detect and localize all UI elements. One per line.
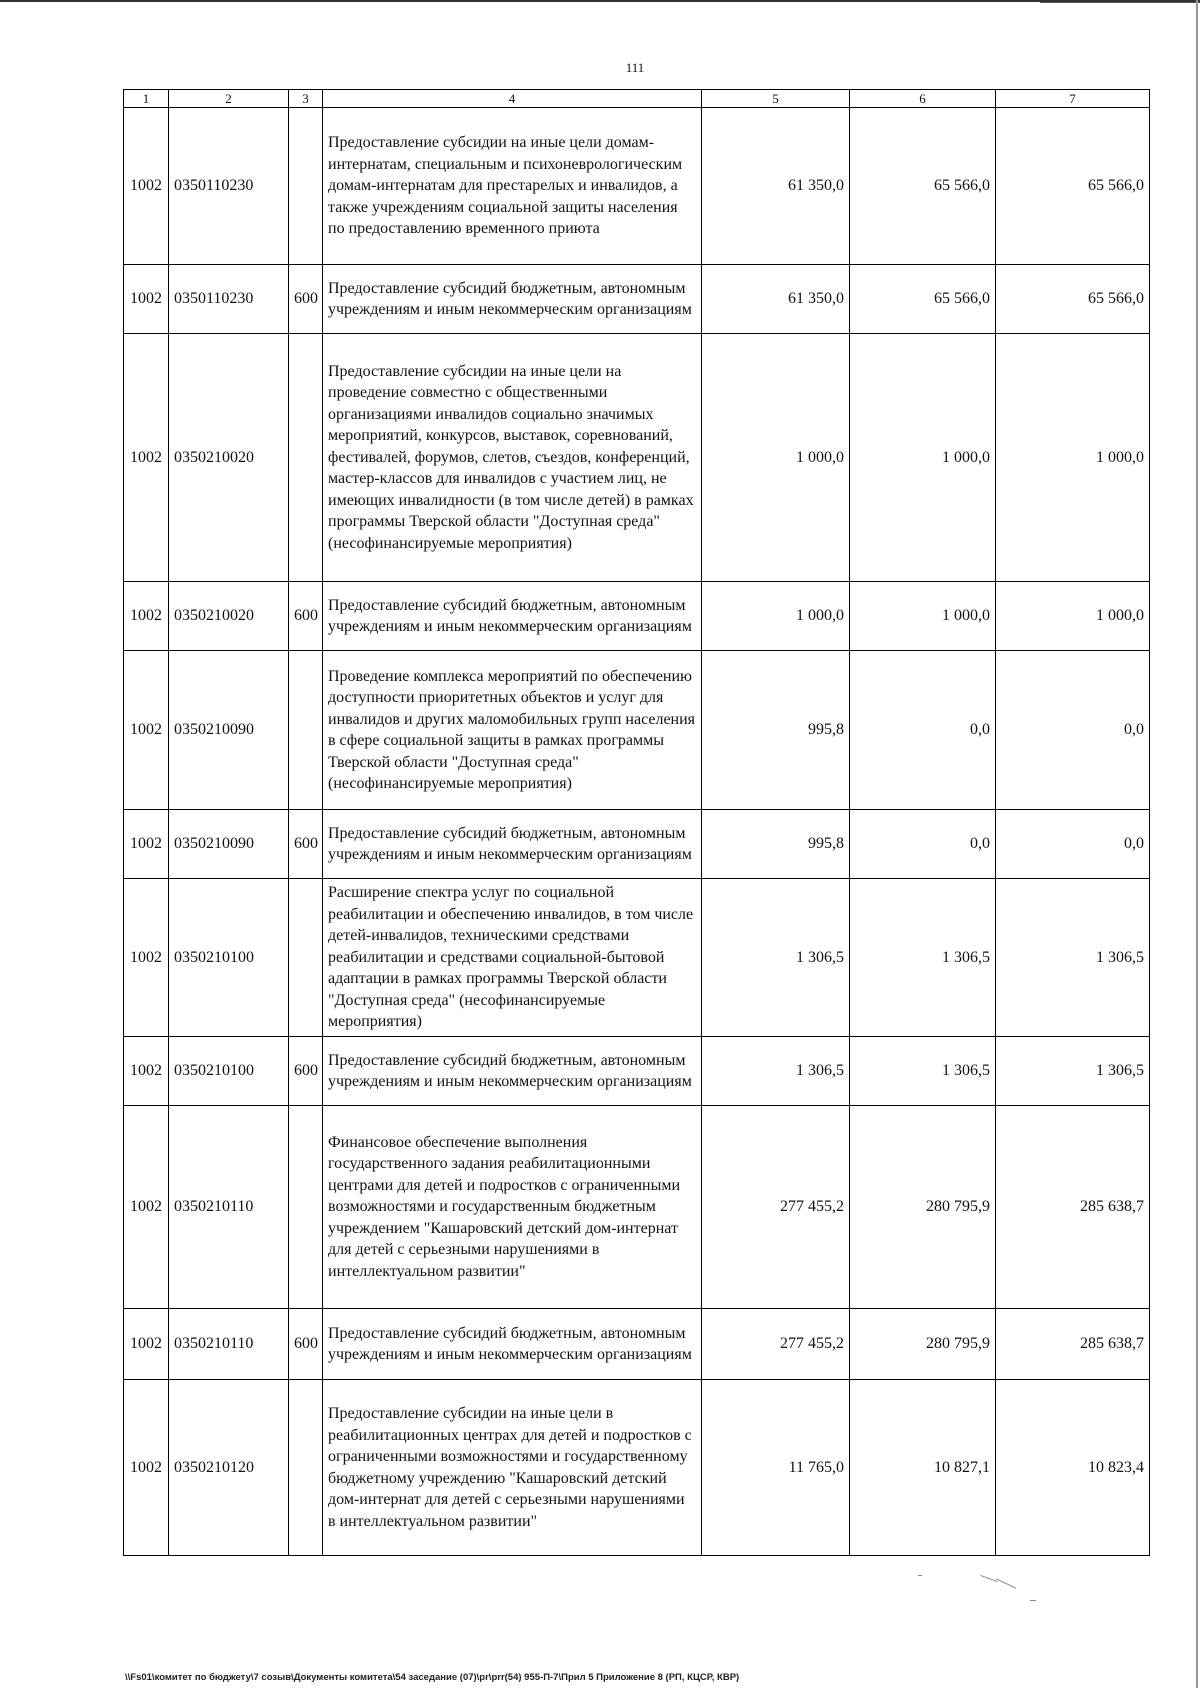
description: Предоставление субсидии на иные цели на проведение совместно с общественными организациями инвалидов социально значимых мероприятий, конкурсов, выставок, соревнований, фестивалей, форумов, слетов, съездов, конференций, мастер-классов для инвалидов с участием лиц, не имеющих инвалидности (в том числе детей) в рамках программы Тверской области "Доступная среда" (несофинансируемые мероприятия): [323, 334, 702, 582]
section-code: 1002: [124, 108, 169, 265]
amount-year-2: 1 000,0: [850, 582, 996, 651]
expense-kind: [289, 879, 323, 1037]
amount-year-1: 277 455,2: [702, 1309, 850, 1380]
table-row: [124, 1380, 1150, 1556]
target-code: 0350210110: [169, 1106, 289, 1309]
scan-edge-line: [1040, 2, 1200, 3]
budget-table: [123, 89, 1150, 1556]
target-code: 0350110230: [169, 265, 289, 334]
description: Проведение комплекса мероприятий по обеспечению доступности приоритетных объектов и услуг для инвалидов и других маломобильных групп населения в сфере социальной защиты в рамках программы Тверской области "Доступная среда" (несофинансируемые мероприятия): [323, 651, 702, 810]
amount-year-3: 1 000,0: [996, 334, 1150, 582]
amount-year-3: 0,0: [996, 651, 1150, 810]
amount-year-1: 1 000,0: [702, 334, 850, 582]
description: Предоставление субсидий бюджетным, автономным учреждениям и иным некоммерческим организациям: [323, 810, 702, 879]
description: Предоставление субсидии на иные цели в реабилитационных центрах для детей и подростков с ограниченными возможностями и государственному бюджетному учреждению "Кашаровский детский дом-интернат для детей с серьезными нарушениями в интеллектуальном развитии": [323, 1380, 702, 1556]
description: Финансовое обеспечение выполнения государственного задания реабилитационными центрами для детей и подростков с ограниченными возможностями и государственным бюджетным учреждением "Кашаровский детский дом-интернат для детей с серьезными нарушениями в интеллектуальном развитии": [323, 1106, 702, 1309]
target-code: 0350210120: [169, 1380, 289, 1556]
scan-mark: [1030, 1600, 1036, 1601]
amount-year-1: 277 455,2: [702, 1106, 850, 1309]
amount-year-1: 995,8: [702, 651, 850, 810]
amount-year-1: 1 000,0: [702, 582, 850, 651]
header-col-7: 7: [996, 90, 1150, 108]
section-code: 1002: [124, 1037, 169, 1106]
amount-year-3: 1 000,0: [996, 582, 1150, 651]
expense-kind: [289, 1106, 323, 1309]
section-code: 1002: [124, 334, 169, 582]
table-row: [124, 1037, 1150, 1106]
amount-year-3: 10 823,4: [996, 1380, 1150, 1556]
scan-mark: [996, 1578, 1016, 1588]
description: Расширение спектра услуг по социальной реабилитации и обеспечению инвалидов, в том числе детей-инвалидов, техническими средствами реабилитации и средствами социальной-бытовой адаптации в рамках программы Тверской области "Доступная среда" (несофинансируемые мероприятия): [323, 879, 702, 1037]
amount-year-2: 0,0: [850, 810, 996, 879]
target-code: 0350210090: [169, 810, 289, 879]
amount-year-2: 280 795,9: [850, 1309, 996, 1380]
amount-year-3: 285 638,7: [996, 1106, 1150, 1309]
expense-kind: [289, 334, 323, 582]
amount-year-1: 1 306,5: [702, 879, 850, 1037]
amount-year-2: 1 306,5: [850, 1037, 996, 1106]
table-row: [124, 265, 1150, 334]
amount-year-1: 995,8: [702, 810, 850, 879]
header-col-1: 1: [124, 90, 169, 108]
amount-year-2: 280 795,9: [850, 1106, 996, 1309]
description: Предоставление субсидий бюджетным, автономным учреждениям и иным некоммерческим организациям: [323, 1037, 702, 1106]
table-row: [124, 582, 1150, 651]
expense-kind: [289, 1380, 323, 1556]
section-code: 1002: [124, 582, 169, 651]
header-col-3: 3: [289, 90, 323, 108]
amount-year-1: 1 306,5: [702, 1037, 850, 1106]
amount-year-2: 10 827,1: [850, 1380, 996, 1556]
target-code: 0350210020: [169, 582, 289, 651]
amount-year-3: 0,0: [996, 810, 1150, 879]
amount-year-3: 65 566,0: [996, 265, 1150, 334]
expense-kind: 600: [289, 582, 323, 651]
amount-year-2: 0,0: [850, 651, 996, 810]
amount-year-3: 1 306,5: [996, 1037, 1150, 1106]
description: Предоставление субсидий бюджетным, автономным учреждениям и иным некоммерческим организациям: [323, 582, 702, 651]
table-row: [124, 1309, 1150, 1380]
header-row: [124, 90, 1150, 108]
target-code: 0350210100: [169, 1037, 289, 1106]
description: Предоставление субсидий бюджетным, автономным учреждениям и иным некоммерческим организациям: [323, 1309, 702, 1380]
target-code: 0350210020: [169, 334, 289, 582]
description: Предоставление субсидий бюджетным, автономным учреждениям и иным некоммерческим организациям: [323, 265, 702, 334]
header-col-2: 2: [169, 90, 289, 108]
table-row: [124, 810, 1150, 879]
header-col-6: 6: [850, 90, 996, 108]
amount-year-3: 285 638,7: [996, 1309, 1150, 1380]
table-row: [124, 651, 1150, 810]
table-row: [124, 879, 1150, 1037]
section-code: 1002: [124, 265, 169, 334]
scan-edge-right: [1196, 0, 1198, 1688]
amount-year-2: 65 566,0: [850, 265, 996, 334]
table-row: [124, 108, 1150, 265]
header-col-5: 5: [702, 90, 850, 108]
target-code: 0350210100: [169, 879, 289, 1037]
expense-kind: [289, 651, 323, 810]
expense-kind: 600: [289, 1309, 323, 1380]
expense-kind: 600: [289, 1037, 323, 1106]
scan-edge-top: [0, 0, 1200, 2]
target-code: 0350210090: [169, 651, 289, 810]
amount-year-2: 1 306,5: [850, 879, 996, 1037]
header-col-4: 4: [323, 90, 702, 108]
expense-kind: 600: [289, 265, 323, 334]
page-number: 111: [625, 60, 645, 75]
amount-year-1: 61 350,0: [702, 108, 850, 265]
table-row: [124, 1106, 1150, 1309]
expense-kind: 600: [289, 810, 323, 879]
amount-year-2: 65 566,0: [850, 108, 996, 265]
section-code: 1002: [124, 1380, 169, 1556]
target-code: 0350110230: [169, 108, 289, 265]
section-code: 1002: [124, 651, 169, 810]
amount-year-3: 1 306,5: [996, 879, 1150, 1037]
footer-file-path: \\Fs01\комитет по бюджету\7 созыв\Документы комитета\54 заседание (07)\pr\prr(54) 955-П-7\Прил 5 Приложение 8 (РП, КЦСР, КВР): [125, 1672, 740, 1683]
amount-year-2: 1 000,0: [850, 334, 996, 582]
section-code: 1002: [124, 1106, 169, 1309]
scan-mark: [918, 1575, 922, 1576]
section-code: 1002: [124, 810, 169, 879]
amount-year-3: 65 566,0: [996, 108, 1150, 265]
amount-year-1: 61 350,0: [702, 265, 850, 334]
target-code: 0350210110: [169, 1309, 289, 1380]
amount-year-1: 11 765,0: [702, 1380, 850, 1556]
section-code: 1002: [124, 879, 169, 1037]
table-row: [124, 334, 1150, 582]
section-code: 1002: [124, 1309, 169, 1380]
description: Предоставление субсидии на иные цели домам-интернатам, специальным и психоневрологическим домам-интернатам для престарелых и инвалидов, а также учреждениям социальной защиты населения по предоставлению временного приюта: [323, 108, 702, 265]
expense-kind: [289, 108, 323, 265]
